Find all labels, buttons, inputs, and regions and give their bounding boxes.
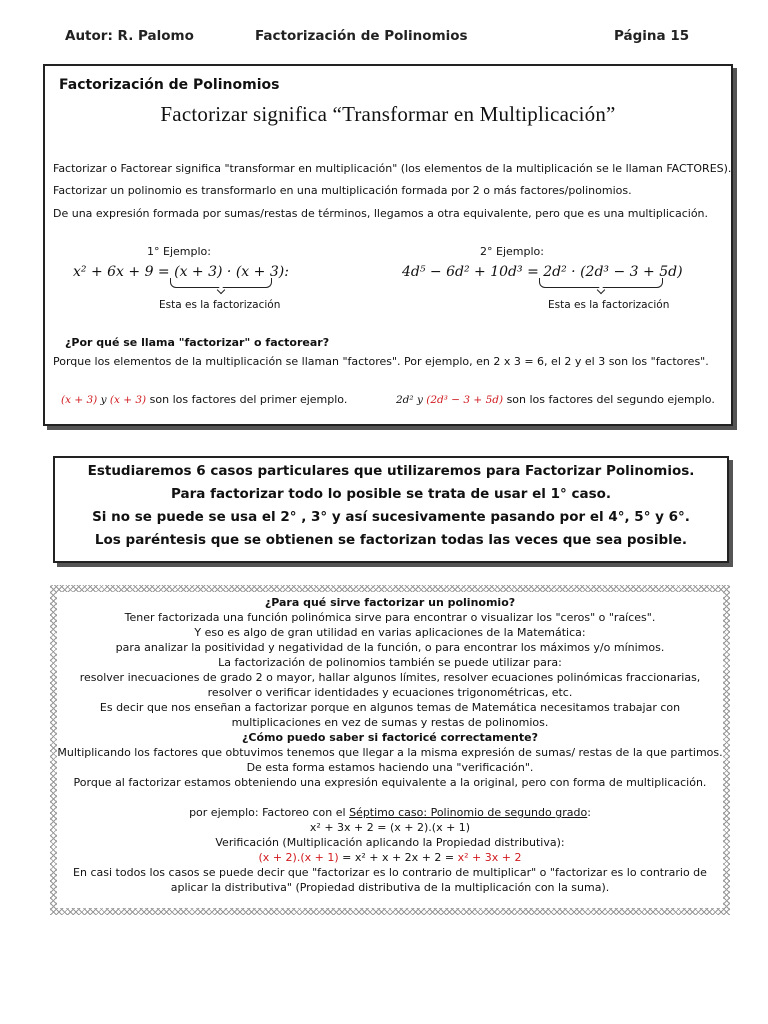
example-1-caption: Esta es la factorización bbox=[159, 299, 281, 311]
why-line-12: En casi todos los casos se puede decir que "factorizar es lo contrario de multiplicar" o "factorizar es lo contrario de bbox=[73, 866, 707, 879]
intro-title: Factorizar significa “Transformar en Multiplicación” bbox=[160, 102, 616, 126]
cases-line-2: Para factorizar todo lo posible se trata de usar el 1° caso. bbox=[170, 486, 612, 502]
example-2-underbrace bbox=[539, 278, 663, 288]
factor-1a: (x + 3) bbox=[61, 394, 98, 406]
factor-2-y: y bbox=[413, 394, 427, 406]
example-1-underbrace bbox=[170, 278, 272, 288]
why-example-pre: por ejemplo: Factoreo con el bbox=[189, 806, 350, 819]
factor-2-text: son los factores del segundo ejemplo. bbox=[503, 393, 715, 406]
why-example-line bbox=[57, 806, 723, 819]
why-line-8: multiplicaciones en vez de sumas y restas de polinomios. bbox=[231, 716, 549, 729]
why-question-1: ¿Para qué sirve factorizar un polinomio? bbox=[264, 596, 516, 609]
verif-mid: = x² + x + 2x + 2 = bbox=[338, 851, 458, 864]
why-factorizar-answer: Porque los elementos de la multiplicación se llaman "factores". Por ejemplo, en 2 x 3 = 6, el 2 y el 3 son los "factores". bbox=[53, 355, 709, 368]
why-line-7: Es decir que nos enseñan a factorizar porque en algunos temas de Matemática necesitamos trabajar con bbox=[99, 701, 681, 714]
cases-line-4: Los paréntesis que se obtienen se factorizan todas las veces que sea posible. bbox=[94, 532, 688, 548]
why-question-2: ¿Cómo puedo saber si factoricé correctamente? bbox=[242, 731, 538, 744]
why-verification-equation bbox=[57, 851, 723, 864]
example-1-factors bbox=[61, 393, 347, 406]
why-line-13: aplicar la distributiva" (Propiedad distributiva de la multiplicación con la suma). bbox=[170, 881, 610, 894]
example-1-factorization: (x + 3) · (x + 3) bbox=[174, 264, 285, 280]
why-verification: Verificación (Multiplicación aplicando la Propiedad distributiva): bbox=[215, 836, 565, 849]
why-line-9: Multiplicando los factores que obtuvimos tenemos que llegar a la misma expresión de sumas/ restas de la que partimos. bbox=[57, 746, 723, 759]
why-factorize-box bbox=[50, 585, 730, 915]
why-line-11: Porque al factorizar estamos obteniendo una expresión equivalente a la original, pero con forma de multiplicación. bbox=[73, 776, 707, 789]
factor-2b: (2d³ − 3 + 5d) bbox=[426, 394, 504, 406]
page-header bbox=[0, 28, 768, 48]
example-1-colon: : bbox=[284, 264, 289, 280]
example-2-factors bbox=[396, 393, 715, 406]
header-page-number: Página 15 bbox=[614, 28, 690, 44]
cases-line-3: Si no se puede se usa el 2° , 3° y así sucesivamente pasando por el 4°, 5° y 6°. bbox=[92, 509, 690, 525]
intro-box bbox=[43, 64, 733, 426]
example-2-caption: Esta es la factorización bbox=[548, 299, 670, 311]
cases-line-1: Estudiaremos 6 casos particulares que utilizaremos para Factorizar Polinomios. bbox=[87, 463, 695, 479]
header-title: Factorización de Polinomios bbox=[255, 28, 468, 44]
factor-1-text: son los factores del primer ejemplo. bbox=[146, 393, 348, 406]
why-factorizar-question: ¿Por qué se llama "factorizar" o factorear? bbox=[65, 336, 330, 349]
example-2-factorization: 2d² · (2d³ − 3 + 5d) bbox=[543, 264, 683, 280]
why-line-5: resolver inecuaciones de grado 2 o mayor, hallar algunos límites, resolver ecuaciones polinómicas fraccionarias, bbox=[79, 671, 701, 684]
intro-subtitle: Factorización de Polinomios bbox=[59, 77, 280, 93]
why-line-2: Y eso es algo de gran utilidad en varias aplicaciones de la Matemática: bbox=[194, 626, 586, 639]
verif-left: (x + 2).(x + 1) bbox=[258, 851, 339, 864]
intro-paragraph-2: Factorizar un polinomio es transformarlo en una multiplicación formada por 2 o más factores/polinomios. bbox=[53, 184, 632, 197]
why-example-case: Séptimo caso: Polinomio de segundo grado bbox=[349, 806, 588, 819]
example-2-polynomial: 4d⁵ − 6d² + 10d³ = bbox=[402, 264, 544, 280]
why-line-1: Tener factorizada una función polinómica sirve para encontrar o visualizar los "ceros" o "raíces". bbox=[124, 611, 656, 624]
why-equation: x² + 3x + 2 = (x + 2).(x + 1) bbox=[309, 821, 471, 834]
intro-paragraph-1: Factorizar o Factorear significa "transformar en multiplicación" (los elementos de la multiplicación se le llaman FACTORES). bbox=[53, 162, 732, 175]
factor-1b: (x + 3) bbox=[109, 394, 147, 406]
factor-1-y: y bbox=[97, 394, 110, 406]
example-2-label: 2° Ejemplo: bbox=[480, 245, 544, 258]
example-1-polynomial: x² + 6x + 9 = bbox=[73, 264, 175, 280]
factor-2a: 2d² bbox=[396, 394, 414, 406]
why-line-3: para analizar la positividad y negatividad de la función, o para encontrar los máximos y/o mínimos. bbox=[115, 641, 665, 654]
why-example-post: : bbox=[587, 806, 591, 819]
example-1-label: 1° Ejemplo: bbox=[147, 245, 211, 258]
header-author: Autor: R. Palomo bbox=[65, 28, 194, 44]
intro-paragraph-3: De una expresión formada por sumas/restas de términos, llegamos a otra equivalente, pero que es una multiplicación. bbox=[53, 207, 709, 220]
why-line-10: De esta forma estamos haciendo una "verificación". bbox=[246, 761, 534, 774]
why-line-6: resolver o verificar identidades y ecuaciones trigonométricas, etc. bbox=[207, 686, 573, 699]
verif-right: x² + 3x + 2 bbox=[457, 851, 522, 864]
cases-box bbox=[53, 456, 729, 563]
why-line-4: La factorización de polinomios también se puede utilizar para: bbox=[218, 656, 562, 669]
